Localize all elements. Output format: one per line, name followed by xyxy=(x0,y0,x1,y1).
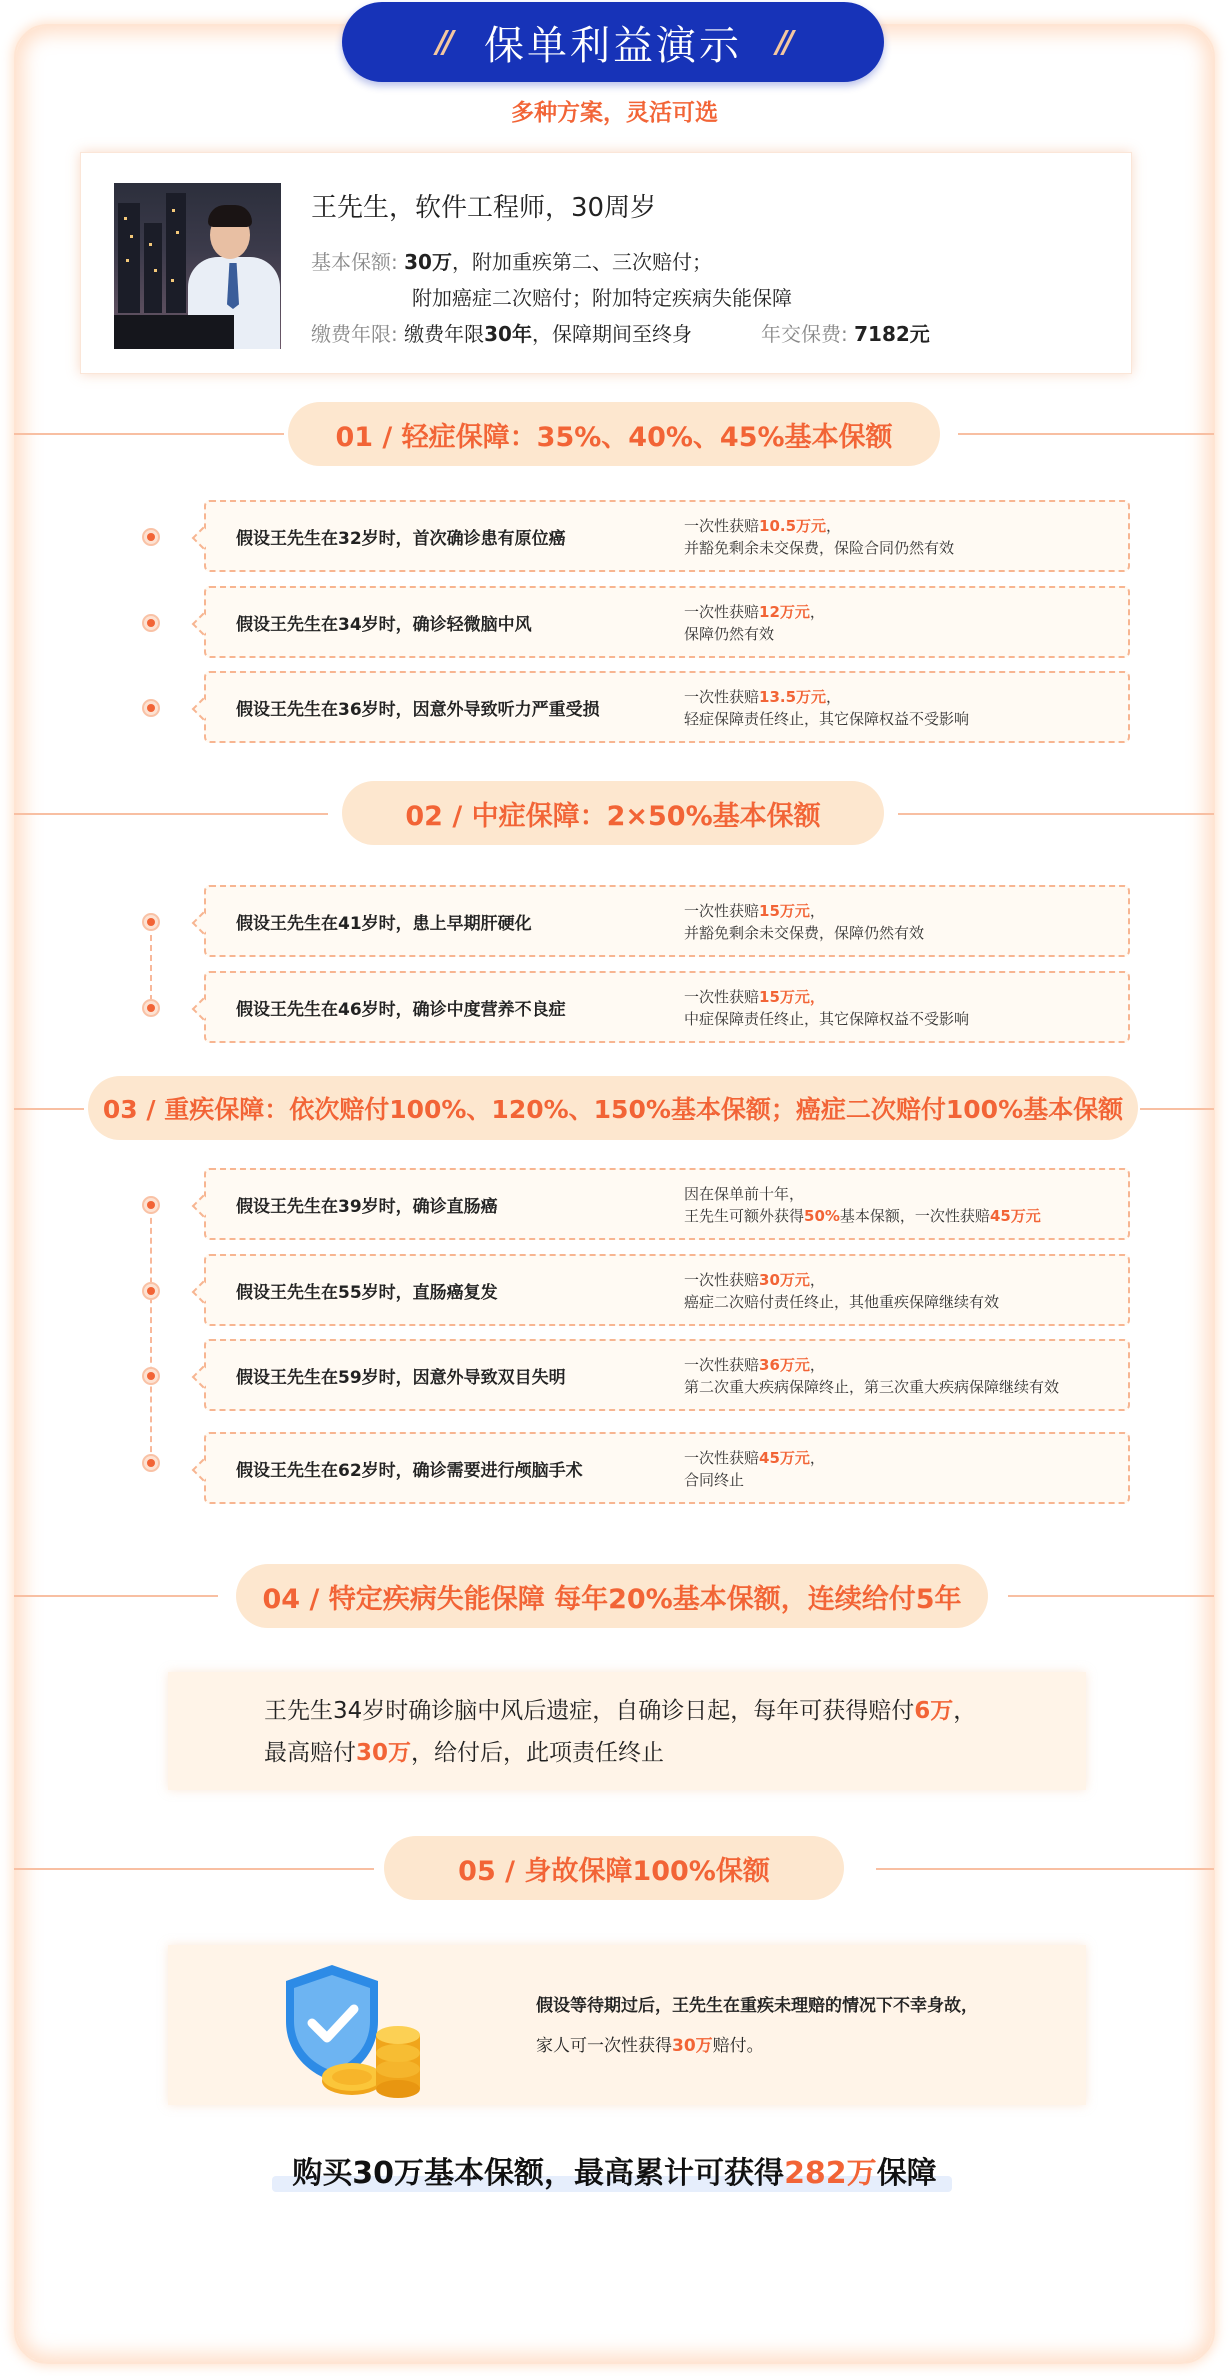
timeline-dot-icon xyxy=(142,1454,160,1472)
claim-result: 一次性获赔15万元， 中症保障责任终止，其它保障权益不受影响 xyxy=(684,988,970,1028)
claim-result: 一次性获赔45万元， 合同终止 xyxy=(684,1449,825,1489)
basic-coverage-row: 基本保额: 30万，附加重疾第二、三次赔付； xyxy=(311,250,712,274)
profile-card xyxy=(80,152,1132,374)
divider-line xyxy=(1008,1595,1214,1597)
claim-result: 一次性获赔36万元， 第二次重大疾病保障终止，第三次重大疾病保障继续有效 xyxy=(684,1356,1060,1396)
claim-event: 假设王先生在59岁时，因意外导致双目失明 xyxy=(236,1367,566,1388)
claim-event: 假设王先生在62岁时，确诊需要进行颅脑手术 xyxy=(236,1460,583,1481)
divider-line xyxy=(876,1868,1214,1870)
claim-event: 假设王先生在55岁时，直肠癌复发 xyxy=(236,1282,498,1303)
claim-result: 一次性获赔10.5万元， 并豁免剩余未交保费，保险合同仍然有效 xyxy=(684,517,955,557)
section-02-title: 02 / 中症保障：2×50%基本保额 xyxy=(342,781,884,845)
timeline-dot-icon xyxy=(142,699,160,717)
section-04-title: 04 / 特定疾病失能保障 每年20%基本保额，连续给付5年 xyxy=(236,1564,988,1628)
claim-card xyxy=(204,885,1130,957)
death-benefit-note xyxy=(168,1945,1086,2105)
timeline-dot-icon xyxy=(142,999,160,1017)
claim-result: 因在保单前十年， 王先生可额外获得50%基本保额，一次性获赔45万元 xyxy=(684,1185,1041,1225)
divider-line xyxy=(14,813,328,815)
claim-result: 一次性获赔12万元， 保障仍然有效 xyxy=(684,603,825,643)
profile-name-line: 王先生，软件工程师，30周岁 xyxy=(311,193,657,223)
claim-card xyxy=(204,1168,1130,1240)
claim-event: 假设王先生在32岁时，首次确诊患有原位癌 xyxy=(236,528,566,549)
divider-line xyxy=(1140,1108,1214,1110)
claim-card xyxy=(204,1339,1130,1411)
basic-coverage-row-2: 附加癌症二次赔付；附加特定疾病失能保障 xyxy=(412,286,792,310)
timeline-dot-icon xyxy=(142,614,160,632)
divider-line xyxy=(14,1868,374,1870)
divider-line xyxy=(14,433,284,435)
gold-coins-icon xyxy=(318,2023,428,2101)
claim-card xyxy=(204,971,1130,1043)
disability-note: 王先生34岁时确诊脑中风后遗症，自确诊日起，每年可获得赔付6万， 最高赔付30万，给付后，此项责任终止 xyxy=(168,1672,1086,1790)
slash-deco-left-icon: // xyxy=(436,24,450,60)
section-03-title: 03 / 重疾保障：依次赔付100%、120%、150%基本保额；癌症二次赔付100%基本保额 xyxy=(88,1076,1138,1140)
section-05-title: 05 / 身故保障100%保额 xyxy=(384,1836,844,1900)
divider-line xyxy=(14,1108,84,1110)
man-in-office-photo xyxy=(114,183,281,349)
claim-result: 一次性获赔30万元， 癌症二次赔付责任终止，其他重疾保障继续有效 xyxy=(684,1271,1000,1311)
slash-deco-right-icon: // xyxy=(776,24,790,60)
divider-line xyxy=(958,433,1214,435)
summary-text: 购买30万基本保额，最高累计可获得282万保障 xyxy=(292,2156,937,2191)
timeline-dot-icon xyxy=(142,1282,160,1300)
page-title-banner xyxy=(342,2,884,82)
claim-event: 假设王先生在36岁时，因意外导致听力严重受损 xyxy=(236,699,600,720)
claim-event: 假设王先生在34岁时，确诊轻微脑中风 xyxy=(236,614,532,635)
annual-premium: 年交保费: 7182元 xyxy=(761,322,930,346)
payment-term-row: 缴费年限: 缴费年限30年，保障期间至终身 xyxy=(311,322,692,346)
timeline-dot-icon xyxy=(142,528,160,546)
claim-result: 一次性获赔15万元， 并豁免剩余未交保费，保障仍然有效 xyxy=(684,902,925,942)
claim-card xyxy=(204,586,1130,658)
timeline-dot-icon xyxy=(142,1196,160,1214)
divider-line xyxy=(14,1595,218,1597)
claim-card xyxy=(204,1432,1130,1504)
timeline-dot-icon xyxy=(142,913,160,931)
timeline-line xyxy=(150,1208,152,1462)
claim-event: 假设王先生在46岁时，确诊中度营养不良症 xyxy=(236,999,566,1020)
claim-event: 假设王先生在39岁时，确诊直肠癌 xyxy=(236,1196,498,1217)
divider-line xyxy=(898,813,1214,815)
death-benefit-line-2: 家人可一次性获得30万赔付。 xyxy=(536,2036,764,2056)
claim-card xyxy=(204,1254,1130,1326)
timeline-dot-icon xyxy=(142,1367,160,1385)
claim-result: 一次性获赔13.5万元， 轻症保障责任终止，其它保障权益不受影响 xyxy=(684,688,970,728)
page-subtitle: 多种方案，灵活可选 xyxy=(511,100,718,126)
death-benefit-line-1: 假设等待期过后，王先生在重疾未理赔的情况下不幸身故， xyxy=(536,1996,978,2016)
claim-card xyxy=(204,500,1130,572)
page-title: 保单利益演示 xyxy=(484,22,742,69)
section-01-title: 01 / 轻症保障：35%、40%、45%基本保额 xyxy=(288,402,940,466)
claim-event: 假设王先生在41岁时，患上早期肝硬化 xyxy=(236,913,532,934)
claim-card xyxy=(204,671,1130,743)
